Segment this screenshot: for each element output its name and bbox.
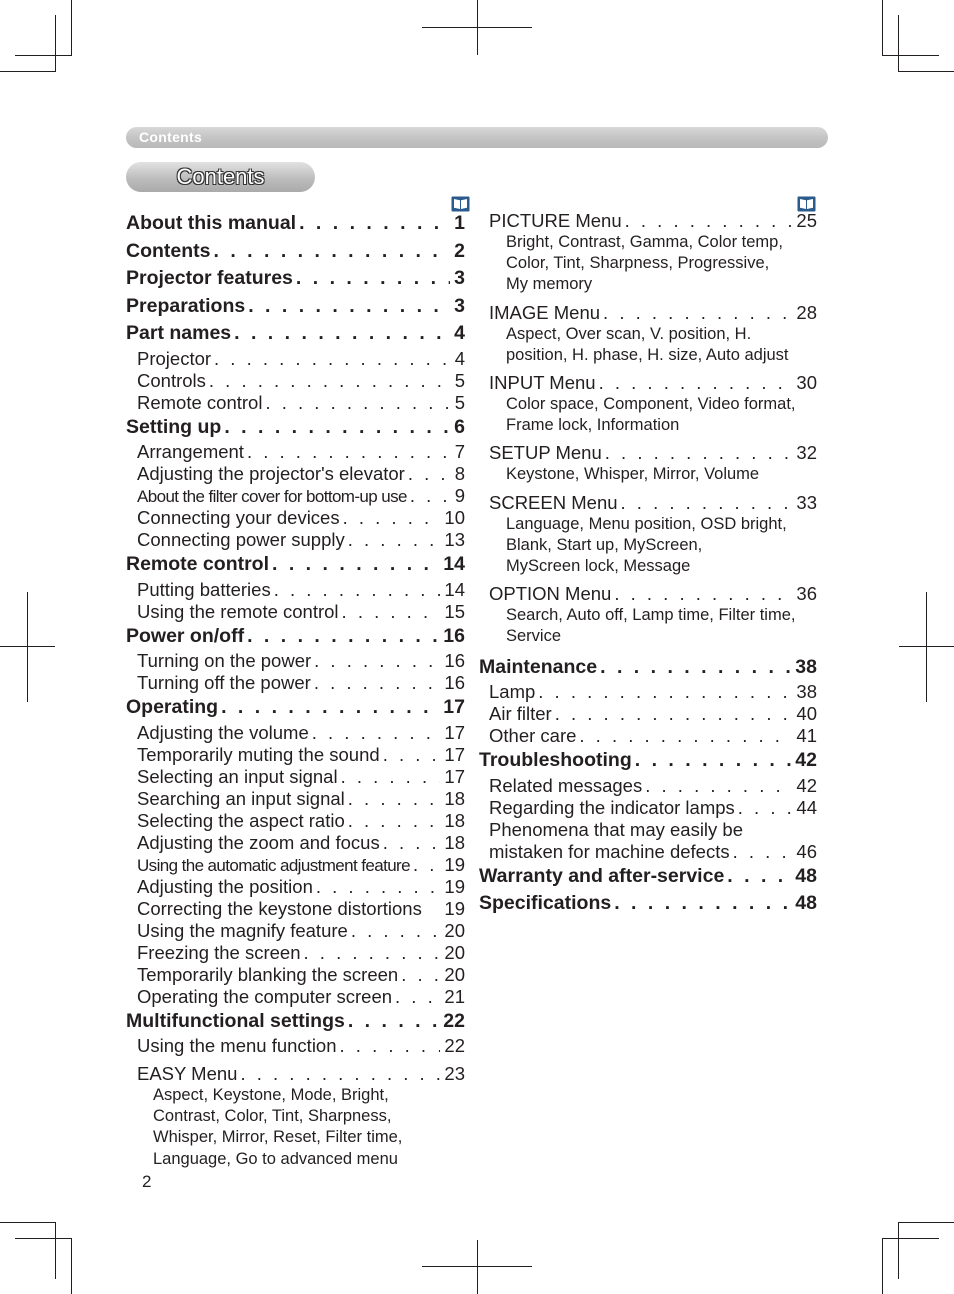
dot-leader: [211, 348, 451, 370]
dot-leader: [552, 703, 793, 725]
toc-entry-description: [479, 324, 817, 366]
toc-entry-title: OPTION Menu: [489, 583, 612, 605]
toc-entry[interactable]: [126, 1063, 465, 1085]
dot-leader: [293, 265, 450, 293]
toc-entry-page: 18: [444, 809, 465, 831]
toc-entry-page: 38: [796, 681, 817, 703]
toc-entry[interactable]: [479, 703, 817, 725]
toc-entry-description: [126, 1085, 465, 1170]
toc-entry-title: Related messages: [489, 774, 643, 796]
dot-leader: [340, 507, 441, 529]
toc-section[interactable]: [126, 320, 465, 348]
dot-leader: [392, 986, 440, 1008]
toc-entry-page: 22: [443, 1009, 465, 1032]
toc-entry-title: Troubleshooting: [479, 749, 632, 772]
toc-entry[interactable]: [479, 442, 817, 464]
toc-entry[interactable]: [479, 583, 817, 605]
dot-leader: [296, 210, 450, 238]
toc-entry-title: Specifications: [479, 892, 612, 915]
toc-entry-title: Remote control: [126, 553, 270, 575]
toc-entry[interactable]: [126, 788, 465, 810]
toc-entry-title: Other care: [489, 725, 577, 747]
dot-leader: [245, 293, 450, 321]
toc-entry[interactable]: [479, 841, 817, 863]
toc-entry[interactable]: [126, 942, 465, 964]
toc-entry-page: 40: [796, 703, 817, 725]
dot-leader: [380, 832, 441, 854]
page-number: 2: [142, 1172, 152, 1191]
toc-entry[interactable]: [126, 463, 465, 485]
toc-entry-title: Maintenance: [479, 655, 598, 678]
toc-entry-page: 16: [443, 624, 465, 647]
toc-entry-title: Remote control: [137, 391, 263, 413]
dot-leader: [618, 492, 793, 514]
toc-entry-page: 3: [454, 267, 465, 289]
toc-entry[interactable]: [479, 492, 817, 514]
description-line: Search, Auto off, Lamp time, Filter time,: [506, 606, 796, 625]
dot-leader: [311, 672, 441, 694]
dot-leader: [311, 650, 440, 672]
toc-entry-title: Using the automatic adjustment feature: [137, 855, 410, 875]
toc-entry-description: [479, 232, 817, 296]
toc-entry-title: PICTURE Menu: [489, 210, 622, 231]
dot-leader: [602, 442, 793, 464]
toc-entry-title: Connecting your devices: [137, 507, 340, 528]
toc-entry-description: [479, 464, 817, 485]
toc-entry-title: Multifunctional settings: [126, 1009, 345, 1032]
toc-section[interactable]: [126, 238, 465, 266]
description-line: MyScreen lock, Message: [506, 557, 691, 576]
dot-leader: [345, 529, 441, 551]
toc-entry-title: Correcting the keystone distortions: [137, 897, 422, 919]
toc-entry[interactable]: [126, 579, 465, 601]
toc-entry[interactable]: [126, 370, 465, 392]
toc-entry-title: Projector: [137, 347, 212, 369]
toc-left-column: [126, 210, 465, 1170]
toc-entry-page: 28: [796, 301, 817, 323]
toc-entry[interactable]: [126, 1035, 465, 1057]
dot-leader: [231, 320, 450, 348]
toc-entry[interactable]: [126, 507, 465, 529]
toc-entry-page: 20: [444, 919, 465, 941]
dot-leader: [269, 551, 439, 579]
toc-entry-title: About this manual: [126, 212, 297, 234]
dot-leader: [597, 654, 791, 682]
dot-leader: [348, 920, 441, 942]
toc-entry[interactable]: [126, 529, 465, 551]
dot-leader: [410, 854, 440, 876]
dot-leader: [221, 414, 450, 442]
toc-entry-title: Using the magnify feature: [137, 919, 348, 941]
toc-entry-page: 44: [796, 796, 817, 818]
dot-leader: [244, 441, 451, 463]
toc-entry-page: 23: [444, 1063, 465, 1084]
toc-entry[interactable]: [126, 650, 465, 672]
dot-leader: [596, 372, 793, 394]
toc-entry-title: Adjusting the projector's elevator: [137, 463, 405, 484]
toc-entry-title: Freezing the screen: [137, 941, 301, 963]
toc-entry-title: Warranty and after-service: [479, 864, 725, 887]
toc-entry-description: [479, 605, 817, 647]
dot-leader: [642, 775, 792, 797]
description-line: Keystone, Whisper, Mirror, Volume: [506, 465, 760, 484]
toc-entry-page: 15: [444, 600, 465, 622]
toc-entry[interactable]: [126, 854, 465, 876]
toc-entry-page: 17: [444, 743, 465, 765]
toc-entry-page: 9: [454, 485, 465, 506]
toc-entry-page: 33: [796, 491, 817, 513]
dot-leader: [345, 788, 441, 810]
dot-leader: [313, 876, 441, 898]
toc-entry[interactable]: [126, 766, 465, 788]
toc-entry[interactable]: [479, 681, 817, 703]
toc-entry-page: 36: [796, 583, 817, 605]
toc-entry-page: 5: [454, 391, 465, 413]
dot-leader: [611, 890, 791, 918]
toc-section[interactable]: [479, 747, 817, 775]
description-line: Language, Menu position, OSD bright,: [506, 514, 787, 533]
toc-entry-title: Temporarily blanking the screen: [137, 963, 399, 985]
toc-entry-title: Power on/off: [126, 624, 245, 647]
toc-entry-page: 38: [795, 655, 817, 678]
toc-entry-page: 16: [444, 672, 465, 693]
dot-leader: [345, 1008, 439, 1036]
dot-leader: [735, 797, 793, 819]
toc-entry-title: Contents: [126, 239, 211, 262]
toc-entry-title: Phenomena that may easily be: [489, 818, 744, 840]
toc-entry-page: 17: [444, 765, 465, 787]
toc-entry-page: 19: [444, 853, 465, 875]
section-header-label: Contents: [139, 129, 203, 145]
dot-leader: [262, 392, 450, 414]
toc-entry-title: Turning on the power: [137, 650, 312, 671]
toc-entry-page: 41: [796, 725, 817, 747]
toc-entry-title: SETUP Menu: [489, 442, 602, 464]
toc-entry-title: Arrangement: [137, 441, 244, 462]
toc-entry-page: 48: [795, 864, 817, 887]
description-line: Blank, Start up, MyScreen,: [506, 535, 703, 554]
description-line: position, H. phase, H. size, Auto adjust: [506, 345, 789, 364]
toc-entry[interactable]: [126, 920, 465, 942]
toc-entry-page: 22: [444, 1035, 465, 1056]
toc-entry[interactable]: [479, 775, 817, 797]
toc-entry-page: 17: [444, 721, 465, 743]
toc-entry-page: 18: [444, 831, 465, 853]
toc-entry-page: 5: [454, 369, 465, 391]
toc-entry-title: About the filter cover for bottom-up use: [137, 487, 407, 506]
toc-entry-title: Air filter: [489, 703, 552, 725]
toc-entry-title: Lamp: [489, 681, 536, 703]
toc-entry-page: 25: [796, 210, 817, 231]
dot-leader: [338, 766, 441, 788]
toc-section[interactable]: [126, 1008, 465, 1036]
toc-entry-page: 13: [444, 529, 465, 550]
toc-entry-title: Controls: [137, 369, 206, 391]
dot-leader: [237, 1063, 440, 1085]
dot-leader: [206, 370, 451, 392]
toc-entry[interactable]: [126, 348, 465, 370]
toc-entry[interactable]: [126, 722, 465, 744]
toc-entry-page: 14: [444, 578, 465, 600]
dot-leader: [398, 964, 440, 986]
toc-entry-title: Using the menu function: [137, 1035, 337, 1056]
dot-leader: [407, 485, 451, 507]
toc-entry-page: 10: [444, 507, 465, 528]
dot-leader: [611, 583, 792, 605]
toc-entry-page: 19: [444, 897, 465, 919]
toc-entry-page: 32: [796, 442, 817, 464]
toc-section[interactable]: [126, 210, 465, 238]
description-line: Color, Tint, Sharpness, Progressive,: [506, 254, 770, 273]
toc-entry-title: Adjusting the zoom and focus: [137, 831, 380, 853]
toc-entry-title: mistaken for machine defects: [489, 840, 730, 862]
toc-entry[interactable]: [126, 876, 465, 898]
toc-section[interactable]: [126, 265, 465, 293]
toc-entry[interactable]: [126, 832, 465, 854]
toc-entry-title: Preparations: [126, 294, 246, 317]
description-line: Bright, Contrast, Gamma, Color temp,: [506, 233, 783, 251]
description-line: Aspect, Keystone, Mode, Bright,: [153, 1086, 389, 1104]
toc-entry-title: Operating: [126, 696, 219, 718]
description-line: Whisper, Mirror, Reset, Filter time,: [153, 1128, 403, 1147]
toc-entry-page: 8: [454, 463, 465, 484]
description-line: Language, Go to advanced menu: [153, 1149, 398, 1168]
dot-leader: [244, 623, 439, 651]
toc-entry-description: [479, 394, 817, 436]
toc-entry-page: 6: [454, 415, 465, 438]
toc-entry[interactable]: [126, 986, 465, 1008]
toc-entry-description: [479, 514, 817, 578]
toc-section[interactable]: [479, 890, 817, 918]
toc-entry-title: Temporarily muting the sound: [137, 743, 380, 765]
toc-entry-page: 17: [443, 696, 465, 718]
section-header-bar: [126, 127, 828, 148]
dot-leader: [632, 747, 792, 775]
toc-entry-title: Operating the computer screen: [137, 985, 393, 1007]
toc-section[interactable]: [126, 694, 465, 722]
toc-entry-page: 46: [796, 840, 817, 862]
dot-leader: [211, 238, 451, 266]
toc-entry[interactable]: [479, 302, 817, 324]
toc-entry-page: 7: [454, 441, 465, 462]
toc-entry-title: SCREEN Menu: [489, 491, 618, 513]
toc-section[interactable]: [126, 623, 465, 651]
toc-entry-page: 19: [444, 875, 465, 897]
toc-entry-page: 42: [795, 749, 817, 772]
toc-section[interactable]: [126, 551, 465, 579]
dot-leader: [271, 579, 441, 601]
toc-entry-title: Adjusting the volume: [137, 721, 309, 743]
toc-entry-title: Using the remote control: [137, 600, 339, 622]
toc-entry-page: 3: [454, 294, 465, 317]
dot-leader: [576, 725, 792, 747]
dot-leader: [535, 681, 792, 703]
toc-entry[interactable]: [126, 485, 465, 507]
description-line: Service: [506, 627, 562, 646]
page-title: Contents: [176, 164, 265, 189]
toc-entry-page: 48: [795, 892, 817, 915]
toc-entry-title: Selecting the aspect ratio: [137, 809, 345, 831]
description-line: My memory: [506, 275, 593, 294]
toc-entry-title: INPUT Menu: [489, 372, 596, 394]
dot-leader: [337, 1035, 441, 1057]
toc-entry-title: Projector features: [126, 267, 293, 289]
dot-leader: [724, 863, 791, 891]
toc-entry[interactable]: [479, 797, 817, 819]
toc-entry[interactable]: [479, 372, 817, 394]
toc-entry-title: IMAGE Menu: [489, 301, 601, 323]
toc-section[interactable]: [126, 293, 465, 321]
dot-leader: [301, 942, 441, 964]
toc-entry[interactable]: [126, 964, 465, 986]
dot-leader: [218, 694, 439, 722]
toc-section[interactable]: [479, 654, 817, 682]
toc-entry-page: 20: [444, 963, 465, 985]
toc-entry-title: Searching an input signal: [137, 787, 345, 809]
dot-leader: [345, 810, 441, 832]
toc-entry-page: 30: [796, 372, 817, 394]
toc-entry[interactable]: [126, 744, 465, 766]
dot-leader: [380, 744, 441, 766]
toc-entry[interactable]: [126, 810, 465, 832]
toc-entry[interactable]: [126, 672, 465, 694]
dot-leader: [622, 210, 793, 232]
toc-section[interactable]: [126, 414, 465, 442]
dot-leader: [309, 722, 441, 744]
toc-entry-page: 16: [444, 650, 465, 671]
toc-entry[interactable]: [479, 210, 817, 232]
toc-entry-title: Selecting an input signal: [137, 765, 338, 787]
toc-entry-page: 18: [444, 787, 465, 809]
toc-entry-page: 4: [454, 322, 465, 344]
description-line: Color space, Component, Video format,: [506, 395, 796, 414]
dot-leader: [730, 841, 793, 863]
toc-entry[interactable]: [126, 392, 465, 414]
toc-entry-title: Turning off the power: [137, 672, 311, 693]
toc-entry-page: 14: [443, 553, 465, 575]
dot-leader: [600, 302, 792, 324]
toc-entry-page: 2: [454, 239, 465, 262]
toc-entry-title: EASY Menu: [137, 1063, 238, 1084]
toc-entry-title: Putting batteries: [137, 578, 271, 600]
toc-entry-page: 42: [796, 774, 817, 796]
description-line: Contrast, Color, Tint, Sharpness,: [153, 1107, 392, 1126]
toc-right-column: [479, 210, 817, 918]
toc-entry-title: Part names: [126, 322, 232, 344]
toc-entry-page: 1: [454, 212, 465, 234]
dot-leader: [339, 601, 441, 623]
description-line: Aspect, Over scan, V. position, H.: [506, 324, 752, 343]
page-title-pill: [126, 162, 315, 192]
toc-entry-page: 21: [444, 985, 465, 1007]
toc-section[interactable]: [479, 863, 817, 891]
toc-entry-page: 20: [444, 941, 465, 963]
toc-entry[interactable]: [479, 725, 817, 747]
toc-entry[interactable]: [126, 441, 465, 463]
toc-entry-title: Connecting power supply: [137, 529, 345, 550]
toc-entry-title: Regarding the indicator lamps: [489, 796, 735, 818]
toc-entry-title: Setting up: [126, 415, 222, 438]
description-line: Frame lock, Information: [506, 416, 680, 435]
toc-entry-page: 4: [454, 347, 465, 369]
toc-entry[interactable]: [126, 898, 465, 920]
toc-entry[interactable]: [479, 819, 817, 841]
toc-entry-title: Adjusting the position: [137, 875, 313, 897]
toc-entry[interactable]: [126, 601, 465, 623]
dot-leader: [405, 463, 451, 485]
